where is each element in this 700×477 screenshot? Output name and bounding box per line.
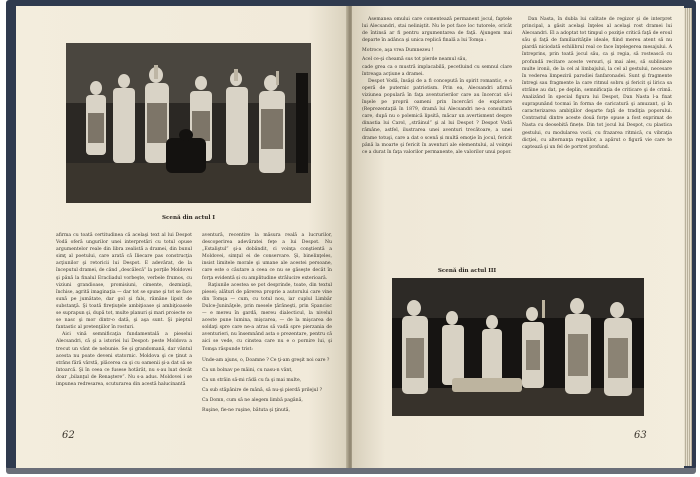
right-photo-illustration (392, 278, 644, 416)
left-col1-paragraph-2: Aici vină semnificaţia fundamentală a pieselui Alecsandri, că şi a istoriei lui Despot: peste Moldova a trecut un vânt de nebunie. Se şi grandomană, dar vântul acesta nu poate deveni statornic. Moldova şi ce ţinut a strâns fără vârstă, plăcerea ca şi cu oamenii şi-a dat să se întoarcă. Şi în ceea ce fusese hotărât, nu s-au luat decât doar „bilanţul de Renaştere”. Nu s-a adus. Moldovei i se impunea redresarea, scuturarea din acestă halucinantă (56, 332, 192, 387)
left-col2-verse-1: Unde-am ajuns, o, Doamne ? Ce ţi-am greşit noi oare ? (202, 357, 330, 363)
left-column-2 (202, 232, 332, 414)
right-col1-paragraph-3: Despot Vodă, însăşi de a fi concepută în spirit romantic, e o operă de puternic patriotism. Prin ea, Alecsandri afirmă viziunea populară în faţa aventurierilor care au încercat să-i înşele pe proprii oameni prin încercări de explorare (Reprezentaţiă în 1879, dramă lui Alecsandri ne-a consultată care, după nu o polemică lipsită, măcar un avertisment despre dinastia lui Carol, „străinul” şi al lui Despot ? Despot Vodă rămâne, astfel, ilustrarea unei aventuri trecătoare, a unei drame totuşi, care a dat o scenă și multă emoţie în jocul, fericit până la moarte şi fericit în aventuri ale elementului, al voinţei ce a durat în faţa valorilor permanente, ale valorilor unui popor. (362, 78, 512, 155)
left-col2-paragraph-1: aventură, recentire la măsura reală a lucrurilor, descoperirea adevăratei feţe a lui Despot. Nu „Estaliştul” şi-a dobândit, ci voinţa conştientă a Moldovei, simţul ei de conservare. Şi, binelinţeles, insist limitele morale şi umane ale acestei persoane, care este o căutare a ceea ce nu se găseşte decât în forţa evidentă și cu amplitudine strălucire exterioară. (202, 233, 332, 281)
left-col1-paragraph-1: afirma cu toată certitudinea că acelaşi text al lui Despot Vodă oferă ungurilor unei interpretări cu totul opuse argumentelor reale din libra zealistă a dramei, din bunul simţ al poetului, care arată că Iliecare pas construcţia acţiunilor şi retoricii lui Despot. E adevărat, de la începutul dramei, de când „descălecă” la porţile Moldovei şi până la finalul Eracliadul vorbeşte, verbele frumos, cu viziuni grandioase, promisiuni, cimente, dezmiaţii, închise, agrită imaginaţia — dar tot se spune şi tot se face sună pe jumătate, dar gol şi fals, rămâne lipsit de substanţă. Şi toată fireţiuţele ambiţioase şi ambiţioasele se suprapun şi, după tot, multe planuri şi mari proiecte ce se nasc şi mor dintr-o dată, şi aşa sunt. Şi pieptul fantastic al pretenţiilor în rosturi. (56, 233, 192, 331)
left-photo-caption: Scenă din actul I (161, 215, 216, 221)
right-page (352, 6, 684, 468)
page-stack-edges (684, 8, 692, 466)
left-photo-scene-act-1 (66, 43, 311, 203)
left-photo-illustration (66, 43, 311, 203)
left-col2-verse-2: Ca un bolnav pe mâini, cu nasu-n vânt, (202, 367, 293, 373)
right-photo-scene-act-3 (392, 278, 644, 416)
left-page (16, 6, 348, 468)
right-col1-quote-1: Motroce, aşa vrea Dumnezeu ! (362, 48, 434, 54)
right-column-2 (522, 16, 672, 151)
right-col1-paragraph-2: cade grea ca o mustră implacabilă, pecetluind cu semnul clare întreaga acţiune a dramei. (362, 64, 512, 77)
right-col1-paragraph-1: Asemanea omului care comentează permanent jocul, faptele lui Alecsandri, stai neliniştit. Nu le pot face loc tutorele, oricât de întinsă ar fi pentru argumentarea de faţă. Ajungem mai departe în adânca şi unica replică finală a lui Tomşa : (362, 17, 512, 44)
right-photo-caption: Scenă din actul III (437, 268, 497, 274)
cover-bottom-edge (6, 468, 696, 474)
left-page-number: 62 (62, 430, 75, 441)
left-col2-verse-5: Ca Domn, cum să ne alegem limbă pagână, (202, 397, 303, 403)
right-column-1 (362, 16, 512, 156)
left-col2-verse-6: Ruşine, fie-ne ruşine, bătuta şi ţinută, (202, 408, 290, 414)
left-col2-paragraph-2: Raţiunile acestea se pot desprinde, toate, din textul piesei; alături de părerea proprie a autorului care vine din Tomşa — cum, cu totul nou, iar cuplul Limbăr Dulce-Juninăţele, prin mesele ţărăneşti, prin Spancioc — e mereu în gardă, mereu dialecticul, la nivelul aceste pune lumina, mişcarea, — de la mişcarea de soldaţi spre care ne-a atras să vadă spre pierzania de aventurieri, nu însemnând asta o prezentare, pentru că aici se vede, cu cinstea care nu e o pornire lui, şi Tomşa răspunde trist: (202, 282, 332, 352)
left-col2-verse-4: Ca sub stăpânire de mână, să nu-şi pierdă prilejul ? (202, 387, 323, 393)
right-col2-paragraph-1: Dan Nasta, în dubla lui calitate de regizor şi de interpret principal, a găsit acelaşi înţeles al acelaşi rost dramei lui Alecsandri. El a adoptat tot timpul o poziţie critică faţă de eroul său şi faţă de familiarităţile ideale, fiind mereu atent să nu piardă niciodată echilibrul real ce face înţelegerea mesajului. A întreprins, prin toată jocul său, ca şi regia, să rostească cu profundă recitare aceste versuri, şi mai ales, să sublinieze multe ironii, de la cel al limbajului, la cel al gestului, necesare în vederea limpezirii parodiei fanfaronadei. Sunt şi fragmente întregi sau fragmente la care ritmul sobru şi fericit şi lirica sa străine au dat, pe deplin, semnificaţia de criticare şi de crimă. Analizând în special figura lui Despot, Dan Nasta l-a fixat suprapunând tocmai în forma de caricatură şi amuzant, şi în caracterizarea ambiţiilor deşarte faţă de tradiţia poporului. Contrastul dintre aceste două forţe opuse a fost exprimat de Nasta cu deosebită finețe. Din tot jocul lui Despot, cu plastica gestului, cu modularea vocii, cu frazarea ritmică, cu vibraţia dicţiei, cu alternanţa regulilor, a apărut o figură vie care te captează şi un fel de portret profund. (522, 17, 672, 150)
right-page-number: 63 (634, 430, 647, 441)
left-col2-verse-3: Ca un străin să-mi rădă cu fa şi mai multe, (202, 377, 302, 383)
right-col1-quote-2: Acel ce-şi cheamă sus tot pierde neamul său, (362, 57, 467, 63)
left-column-1 (56, 232, 192, 388)
